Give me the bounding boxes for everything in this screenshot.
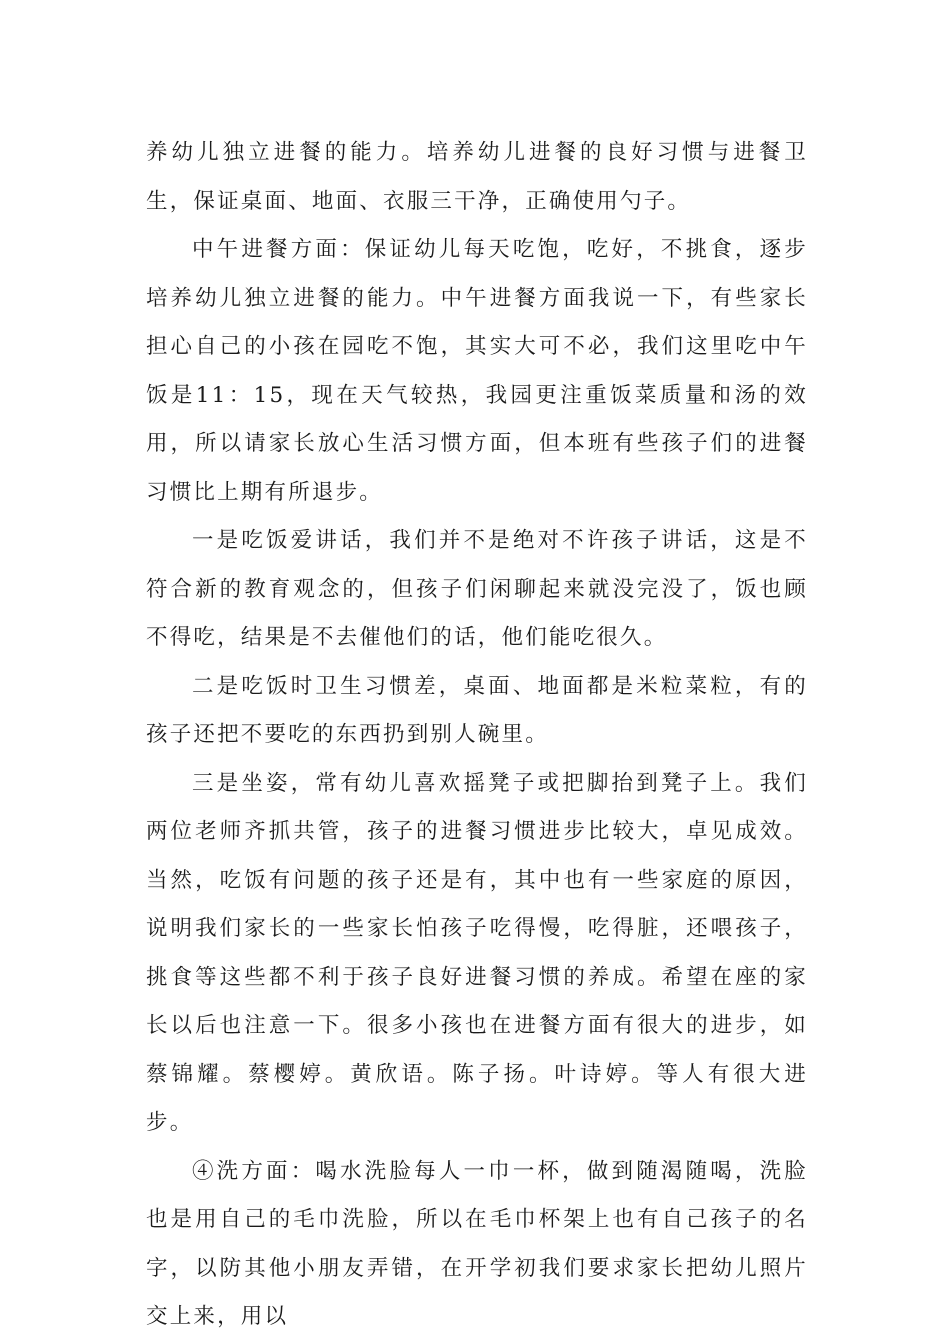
paragraph-point-three: 三是坐姿，常有幼儿喜欢摇凳子或把脚抬到凳子上。我们两位老师齐抓共管，孩子的进餐习惯进步比较大，卓见成效。当然，吃饭有问题的孩子还是有，其中也有一些家庭的原因，说明我们家长的一些家长怕孩子吃得慢，吃得脏，还喂孩子，挑食等这些都不利于孩子良好进餐习惯的养成。希望在座的家长以后也注意一下。很多小孩也在进餐方面有很大的进步，如蔡锦耀。蔡樱婷。黄欣语。陈子扬。叶诗婷。等人有很大进步。 [146,770,808,1135]
paragraph-lunch: 中午进餐方面：保证幼儿每天吃饱，吃好，不挑食，逐步培养幼儿独立进餐的能力。中午进餐方面我说一下，有些家长担心自己的小孩在园吃不饱，其实大可不必，我们这里吃中午饭是11：15，现在天气较热，我园更注重饭菜质量和汤的效用，所以请家长放心生活习惯方面，但本班有些孩子们的进餐习惯比上期有所退步。 [146,237,808,505]
paragraph-continuation: 养幼儿独立进餐的能力。培养幼儿进餐的良好习惯与进餐卫生，保证桌面、地面、衣服三干净，正确使用勺子。 [146,140,808,214]
document-body [146,129,808,1342]
paragraph-point-two: 二是吃饭时卫生习惯差，桌面、地面都是米粒菜粒，有的孩子还把不要吃的东西扔到别人碗里。 [146,673,808,747]
paragraph-point-one: 一是吃饭爱讲话，我们并不是绝对不许孩子讲话，这是不符合新的教育观念的，但孩子们闲聊起来就没完没了，饭也顾不得吃，结果是不去催他们的话，他们能吃很久。 [146,528,808,650]
paragraph-washing: ④洗方面：喝水洗脸每人一巾一杯，做到随渴随喝，洗脸也是用自己的毛巾洗脸，所以在毛巾杯架上也有自己孩子的名字，以防其他小朋友弄错，在开学初我们要求家长把幼儿照片交上来，用以 [146,1158,808,1329]
